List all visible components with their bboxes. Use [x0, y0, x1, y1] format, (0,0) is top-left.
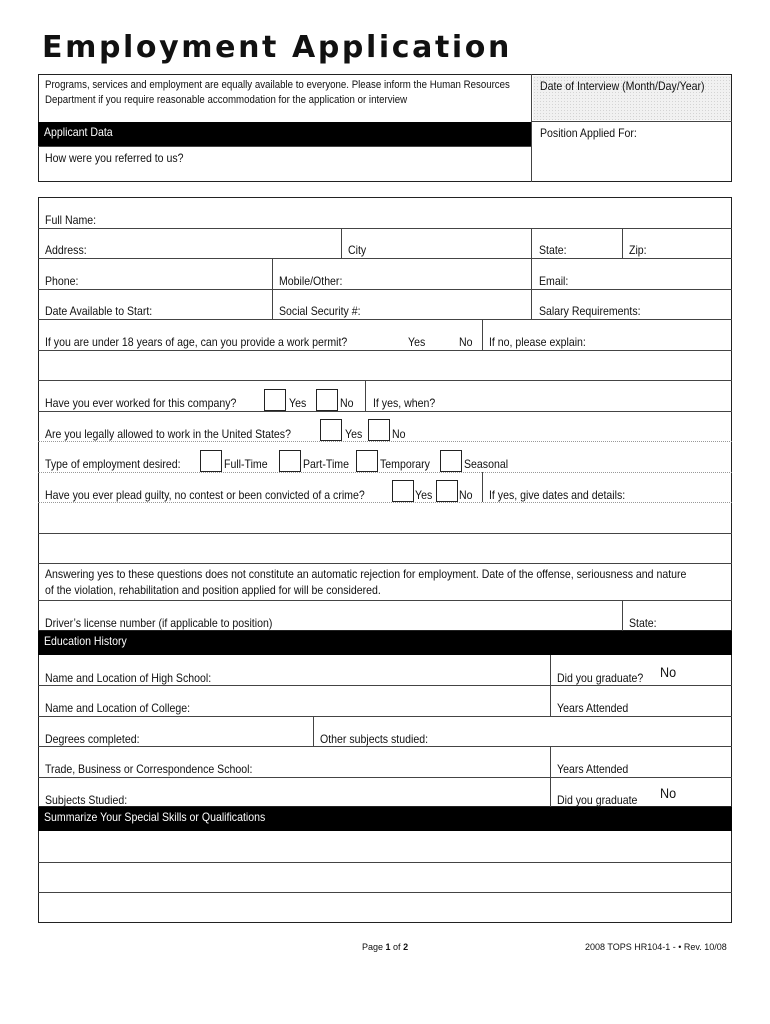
divider [313, 716, 314, 746]
divider [38, 146, 531, 147]
crime-question: Have you ever plead guilty, no contest or been convicted of a crime? [45, 488, 365, 502]
under18-yes-label[interactable]: Yes [408, 335, 426, 349]
divider [531, 228, 532, 319]
applicant-data-header [38, 122, 531, 146]
divider [38, 563, 732, 564]
skills-header-label: Summarize Your Special Skills or Qualifications [44, 810, 266, 824]
worked-when-label: If yes, when? [373, 396, 436, 410]
divider [38, 289, 732, 290]
divider [38, 685, 732, 686]
legal-question: Are you legally allowed to work in the United States? [45, 427, 291, 441]
parttime-label: Part-Time [303, 457, 349, 471]
ssn-label: Social Security #: [279, 304, 361, 318]
divider [482, 319, 483, 350]
mobile-label: Mobile/Other: [279, 274, 343, 288]
state-label: State: [539, 243, 567, 257]
divider [38, 533, 732, 534]
divider [341, 228, 342, 258]
worked-no-checkbox[interactable] [316, 389, 338, 411]
divider [272, 258, 273, 319]
divider [38, 746, 732, 747]
hs-graduate-label: Did you graduate? [557, 671, 644, 685]
legal-no-label: No [392, 427, 406, 441]
education-header-label: Education History [44, 634, 127, 648]
under18-explain-label: If no, please explain: [489, 335, 586, 349]
applicant-data-label: Applicant Data [44, 125, 113, 139]
divider [531, 121, 732, 122]
divider [482, 472, 483, 502]
trade-years-label: Years Attended [557, 762, 629, 776]
subjects-label: Subjects Studied: [45, 793, 128, 807]
intro-text: Programs, services and employment are equally available to everyone. Please inform the Human Resources Department if you require reasonable accommodation for the application or interview [45, 79, 510, 106]
crime-yes-checkbox[interactable] [392, 480, 414, 502]
divider [622, 228, 623, 258]
divider [550, 746, 551, 807]
under18-question: If you are under 18 years of age, can you provide a work permit? [45, 335, 348, 349]
hs-graduate-value[interactable]: No [660, 664, 677, 680]
divider [365, 380, 366, 411]
high-school-label: Name and Location of High School: [45, 671, 212, 685]
email-label: Email: [539, 274, 569, 288]
college-label: Name and Location of College: [45, 701, 191, 715]
legal-yes-label: Yes [345, 427, 363, 441]
crime-yes-label: Yes [415, 488, 433, 502]
crime-no-checkbox[interactable] [436, 480, 458, 502]
divider [38, 411, 732, 412]
divider [38, 380, 732, 381]
degrees-label: Degrees completed: [45, 732, 140, 746]
parttime-checkbox[interactable] [279, 450, 301, 472]
crime-details-label: If yes, give dates and details: [489, 488, 626, 502]
page-current: 1 [385, 942, 391, 952]
page-number [362, 942, 408, 952]
crime-no-label: No [459, 488, 473, 502]
divider [38, 892, 732, 893]
license-state-label: State: [629, 616, 657, 630]
form-id: 2008 TOPS HR104-1 - • Rev. 10/08 [585, 942, 727, 952]
skills-header [38, 807, 732, 831]
divider [38, 862, 732, 863]
legal-yes-checkbox[interactable] [320, 419, 342, 441]
employment-type-question: Type of employment desired: [45, 457, 181, 471]
divider [38, 716, 732, 717]
divider [38, 441, 732, 442]
divider [622, 600, 623, 631]
temporary-label: Temporary [380, 457, 430, 471]
trade-school-label: Trade, Business or Correspondence School: [45, 762, 253, 776]
fulltime-label: Full-Time [224, 457, 268, 471]
college-years-label: Years Attended [557, 701, 629, 715]
seasonal-checkbox[interactable] [440, 450, 462, 472]
page-total: 2 [403, 942, 409, 952]
license-label: Driver’s license number (if applicable to position) [45, 616, 273, 630]
trade-graduate-value[interactable]: No [660, 785, 677, 801]
divider [38, 228, 732, 229]
fulltime-checkbox[interactable] [200, 450, 222, 472]
position-applied-label: Position Applied For: [540, 126, 637, 140]
page-prefix: Page [362, 942, 386, 952]
page-of: of [390, 942, 404, 952]
date-of-interview-label: Date of Interview (Month/Day/Year) [540, 79, 705, 93]
divider [38, 600, 732, 601]
worked-yes-checkbox[interactable] [264, 389, 286, 411]
divider [550, 655, 551, 716]
zip-label: Zip: [629, 243, 647, 257]
divider [38, 472, 732, 473]
salary-label: Salary Requirements: [539, 304, 641, 318]
seasonal-label: Seasonal [464, 457, 509, 471]
divider [38, 502, 732, 503]
legal-no-checkbox[interactable] [368, 419, 390, 441]
divider [38, 350, 732, 351]
worked-no-label: No [340, 396, 354, 410]
other-subjects-label: Other subjects studied: [320, 732, 429, 746]
page-title: Employment Application [42, 30, 512, 65]
under18-no-label[interactable]: No [459, 335, 473, 349]
disclaimer-text: Answering yes to these questions does not constitute an automatic rejection for employment. Date of the offense, seriousness and nature of the violation, rehabilitation and position applied for will be considered. [45, 567, 687, 597]
trade-graduate-label: Did you graduate [557, 793, 638, 807]
worked-before-question: Have you ever worked for this company? [45, 396, 237, 410]
education-section [38, 631, 732, 807]
education-header [38, 631, 732, 655]
city-label: City [348, 243, 367, 257]
divider [531, 74, 532, 182]
worked-yes-label: Yes [289, 396, 307, 410]
divider [38, 777, 732, 778]
divider [38, 258, 732, 259]
divider [38, 319, 732, 320]
date-available-label: Date Available to Start: [45, 304, 153, 318]
full-name-label: Full Name: [45, 213, 97, 227]
referred-label: How were you referred to us? [45, 151, 184, 165]
temporary-checkbox[interactable] [356, 450, 378, 472]
address-label: Address: [45, 243, 87, 257]
phone-label: Phone: [45, 274, 79, 288]
